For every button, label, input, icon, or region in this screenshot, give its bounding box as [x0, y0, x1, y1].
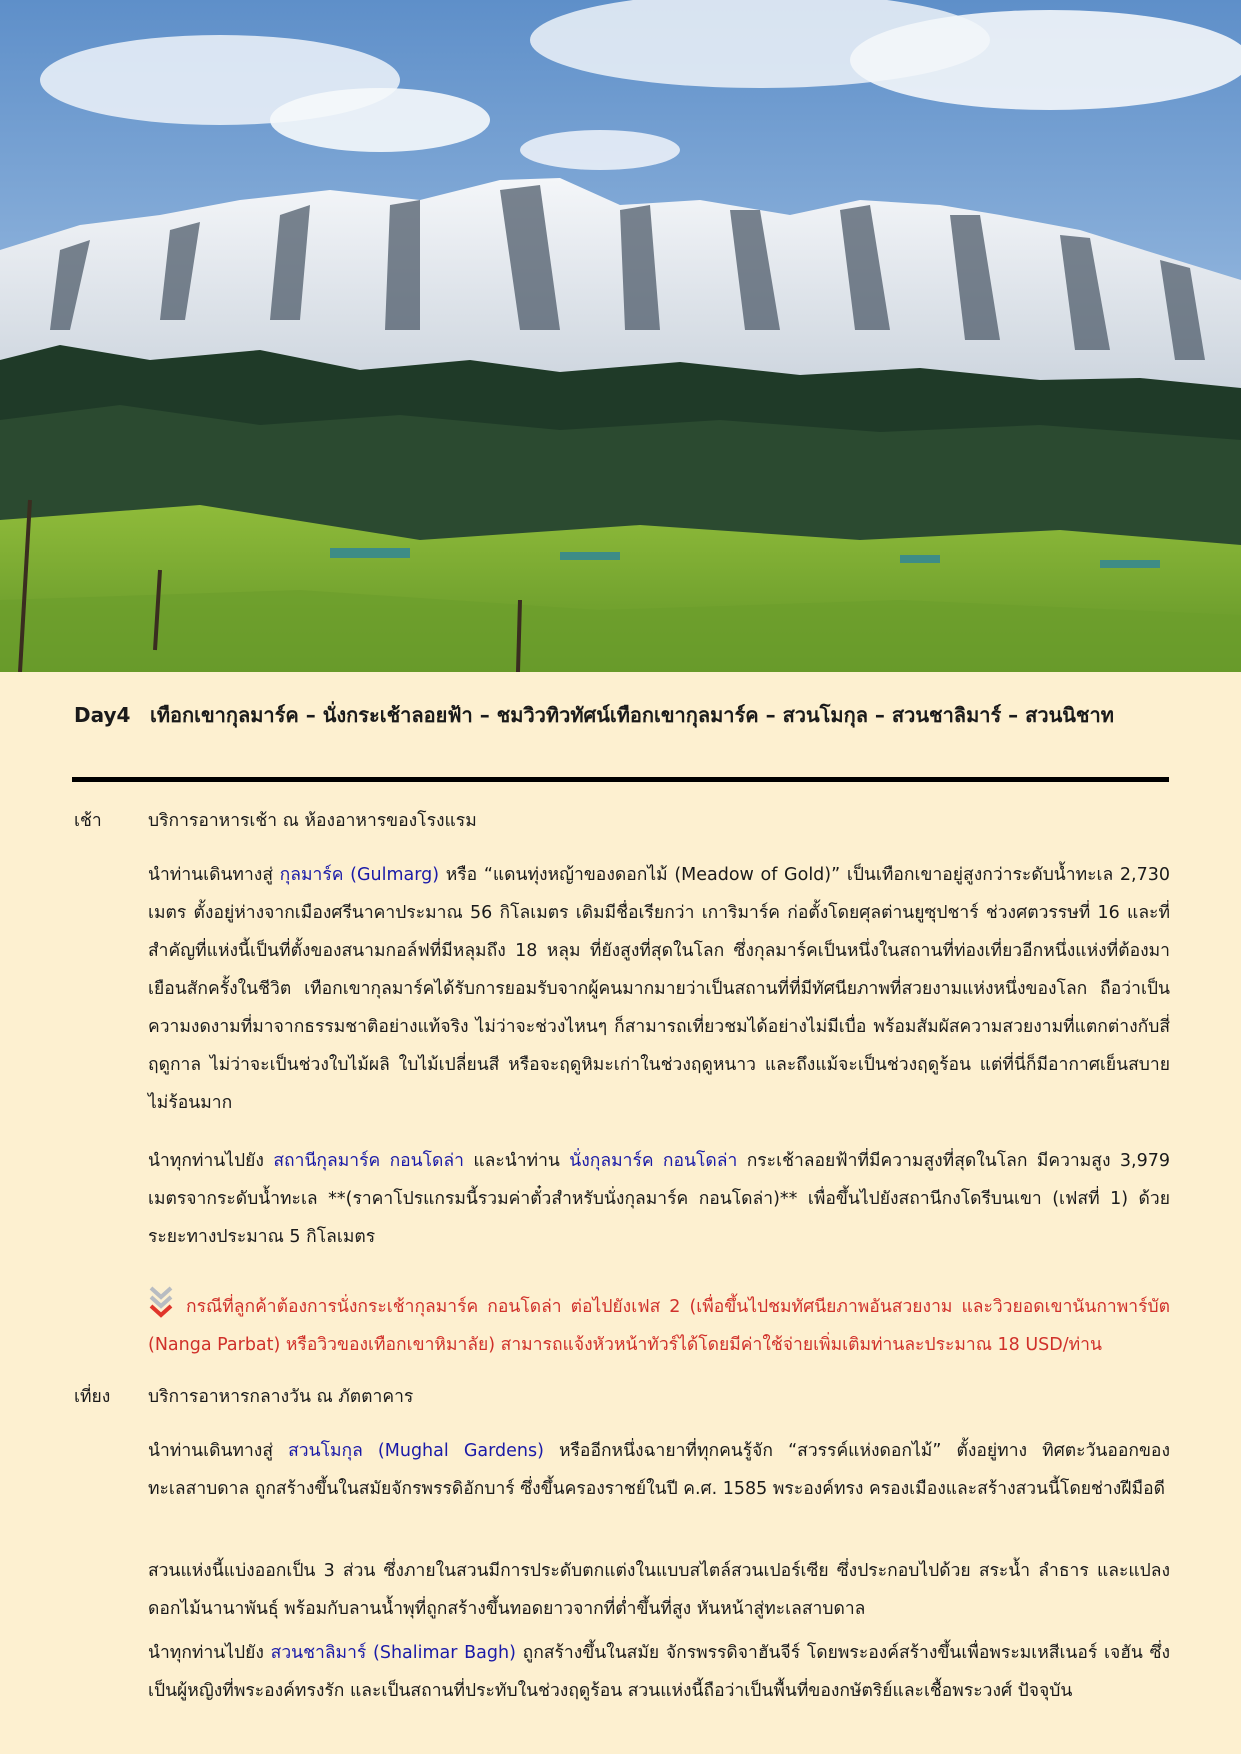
paragraph-gondola-mid: และนำท่าน	[463, 1151, 570, 1171]
paragraph-shalimar-body: ถูกสร้างขึ้นในสมัย จักรพรรดิจาฮันจีร์ โดยพระองค์สร้างขึ้นเพื่อพระมเหสีเนอร์ เจฮัน ซึ่งเป็นผู้หญิงที่พระองค์ทรงรัก และเป็นสถานที่ประทับในช่วงฤดูร้อน สวนแห่งนี้ถือว่าเป็นพื้นที่ของกษัตริย์และเชื้อพระวงศ์ ปัจจุบัน	[148, 1643, 1170, 1701]
paragraph-mughal-body: หรืออีกหนึ่งฉายาที่ทุกคนรู้จัก “สวรรค์แห่งดอกไม้” ตั้งอยู่ทาง ทิศตะวันออกของทะเลสาบดาล ถูกสร้างขึ้นในสมัยจักรพรรดิอักบาร์ ซึ่งขึ้นครองราชย์ในปี ค.ศ. 1585 พระองค์ทรง ครองเมืองและสร้างสวนนี้โดยช่างฝีมือดี	[148, 1441, 1170, 1499]
title-divider	[72, 777, 1169, 782]
phase2-note-text: กรณีที่ลูกค้าต้องการนั่งกระเช้ากุลมาร์ค กอนโดล่า ต่อไปยังเฟส 2 (เพื่อขึ้นไปชมทัศนียภาพอันสวยงาม และวิวยอดเขานันกาพาร์บัต (Nanga Parbat) หรือวิวของเทือกเขาหิมาลัย) สามารถแจ้งหัวหน้าทัวร์ได้โดยมีค่าใช้จ่ายเพิ่มเติมท่านละประมาณ 18 USD/ท่าน	[148, 1297, 1170, 1355]
time-label-morning: เช้า	[74, 811, 102, 831]
paragraph-gulmarg-pre: นำท่านเดินทางสู่	[148, 865, 280, 885]
highlight-gondola-station: สถานีกุลมาร์ค กอนโดล่า	[273, 1151, 464, 1171]
paragraph-gondola-body: กระเช้าลอยฟ้าที่มีความสูงที่สุดในโลก มีความสูง 3,979 เมตรจากระดับน้ำทะเล **(ราคาโปรแกรมนี้รวมค่าตั๋วสำหรับนั่งกุลมาร์ค กอนโดล่า)** เพื่อขึ้นไปยังสถานีกงโดรีบนเขา (เฟสที่ 1) ด้วยระยะทางประมาณ 5 กิโลเมตร	[148, 1151, 1170, 1247]
double-chevron-down-icon	[148, 1286, 174, 1320]
paragraph-gondola-pre: นำทุกท่านไปยัง	[148, 1151, 274, 1171]
paragraph-mughal-gardens	[148, 1432, 1170, 1508]
highlight-gulmarg: กุลมาร์ค (Gulmarg)	[279, 865, 440, 885]
paragraph-gulmarg-body: หรือ “แดนทุ่งหญ้าของดอกไม้ (Meadow of Gold)” เป็นเทือกเขาอยู่สูงกว่าระดับน้ำทะเล 2,730 เมตร ตั้งอยู่ห่างจากเมืองศรีนาคาประมาณ 56 กิโลเมตร เดิมมีชื่อเรียกว่า เการิมาร์ค ก่อตั้งโดยศุลต่านยูซุปชาร์ ช่วงศตวรรษที่ 16 และที่สำคัญที่แห่งนี้เป็นที่ตั้งของสนามกอล์ฟที่มีหลุมถึง 18 หลุม ที่ยังสูงที่สุดในโลก ซึ่งกุลมาร์คเป็นหนึ่งในสถานที่ท่องเที่ยวอีกหนึ่งแห่งที่ต้องมาเยือนสักครั้งในชีวิต เทือกเขากุลมาร์คได้รับการยอมรับจากผู้คนมากมายว่าเป็นสถานที่ที่มีทัศนียภาพที่สวยงามแห่งหนึ่งของโลก ถือว่าเป็นความงดงามที่มาจากธรรมชาติอย่างแท้จริง ไม่ว่าจะช่วงไหนๆ ก็สามารถเที่ยวชมได้อย่างไม่มีเบื่อ พร้อมสัมผัสความสวยงามที่แตกต่างกับสี่ฤดูกาล ไม่ว่าจะเป็นช่วงใบไม้ผลิ ใบไม้เปลี่ยนสี หรือจะฤดูหิมะเก่าในช่วงฤดูหนาว และถึงแม้จะเป็นช่วงฤดูร้อน แต่ที่นี่ก็มีอากาศเย็นสบายไม่ร้อนมาก	[148, 865, 1170, 1113]
highlight-mughal-gardens: สวนโมกุล (Mughal Gardens)	[288, 1441, 544, 1461]
phase2-note	[148, 1286, 1170, 1364]
noon-meal-text: บริการอาหารกลางวัน ณ ภัตตาคาร	[148, 1387, 414, 1407]
hero-mountain-photo	[0, 0, 1241, 672]
day-title: เทือกเขากุลมาร์ค – นั่งกระเช้าลอยฟ้า – ชมวิวทิวทัศน์เทือกเขากุลมาร์ค – สวนโมกุล – สวนชาลิมาร์ – สวนนิชาท	[150, 703, 1114, 727]
paragraph-shalimar	[148, 1634, 1170, 1710]
paragraph-shalimar-pre: นำทุกท่านไปยัง	[148, 1643, 271, 1663]
day-header	[74, 694, 1174, 736]
paragraph-garden-layout: สวนแห่งนี้แบ่งออกเป็น 3 ส่วน ซึ่งภายในสวนมีการประดับตกแต่งในแบบสไตล์สวนเปอร์เซีย ซึ่งประกอบไปด้วย สระน้ำ ลำธาร และแปลงดอกไม้นานาพันธุ์ พร้อมกับลานน้ำพุที่ถูกสร้างขึ้นทอดยาวจากที่ต่ำขึ้นที่สูง หันหน้าสู่ทะเลสาบดาล	[148, 1561, 1170, 1619]
time-label-noon: เที่ยง	[74, 1387, 111, 1407]
highlight-shalimar: สวนชาลิมาร์ (Shalimar Bagh)	[270, 1643, 516, 1663]
highlight-gondola-ride: นั่งกุลมาร์ค กอนโดล่า	[569, 1151, 738, 1171]
paragraph-gondola	[148, 1142, 1170, 1256]
paragraph-mughal-pre: นำท่านเดินทางสู่	[148, 1441, 289, 1461]
paragraph-gulmarg	[148, 856, 1170, 1122]
morning-meal-text: บริการอาหารเช้า ณ ห้องอาหารของโรงแรม	[148, 811, 477, 831]
mountain-landscape-icon	[0, 0, 1241, 672]
day-label: Day4	[74, 703, 131, 727]
